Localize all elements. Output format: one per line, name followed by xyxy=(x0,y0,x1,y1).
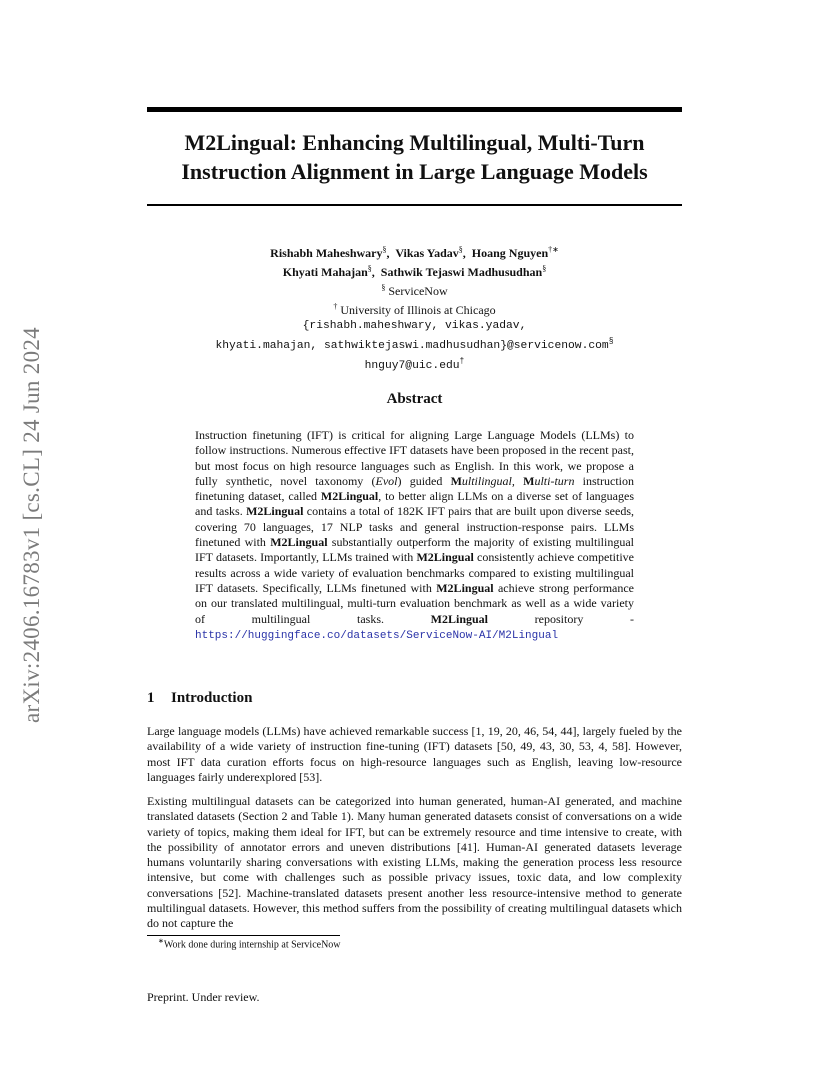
affiliation-mark: § xyxy=(367,264,372,273)
author-name: Sathwik Tejaswi Madhusudhan xyxy=(380,265,543,279)
affiliation-mark: § xyxy=(458,245,463,254)
email-line-1: {rishabh.maheshwary, vikas.yadav, xyxy=(302,320,527,332)
affiliation-mark: † xyxy=(333,302,338,311)
section-heading xyxy=(147,690,252,707)
paper-title xyxy=(147,128,682,186)
abstract-heading: Abstract xyxy=(386,391,443,407)
email-line-2 xyxy=(147,334,682,354)
title-line-1: M2Lingual: Enhancing Multilingual, Multi-Turn xyxy=(184,130,645,155)
section-number: 1 xyxy=(147,690,155,706)
author-name: Vikas Yadav xyxy=(395,246,459,260)
abstract-body: Instruction finetuning (IFT) is critical for aligning Large Language Models (LLMs) to follow instructions. Numerous effective IFT datasets have been proposed in the recent past, but most focus on high resource languages such as English. In this work, we propose a fully synthetic, novel taxonomy (Evol) guided Multilingual, Multi-turn instruction finetuning dataset, called M2Lingual, to better align LLMs on a diverse set of languages and tasks. M2Lingual contains a total of 182K IFT pairs that are built upon diverse seeds, covering 70 languages, 17 NLP tasks and general instruction-response pairs. LLMs finetuned with M2Lingual substantially outperform the majority of existing multilingual IFT datasets. Importantly, LLMs trained with M2Lingual consistently achieve competitive results across a wide variety of evaluation benchmarks compared to existing multilingual IFT datasets. Specifically, LLMs finetuned with M2Lingual achieve strong performance on our translated multilingual, multi-turn evaluation benchmark as well as a wide variety of multilingual tasks. M2Lingual repository - https://huggingface.co/datasets/ServiceNow-AI/M2Lingual xyxy=(195,428,635,642)
author-name: Rishabh Maheshwary xyxy=(270,246,383,260)
author-name: Khyati Mahajan xyxy=(282,265,368,279)
affiliation-mark: § xyxy=(608,337,614,346)
affiliation-2 xyxy=(147,299,682,318)
email-text: hnguy7@uic.edu xyxy=(364,359,460,372)
preprint-notice: Preprint. Under review. xyxy=(147,990,260,1004)
author-names-line-2: Khyati Mahajan§, Sathwik Tejaswi Madhusudhan§ xyxy=(282,264,547,279)
affiliation-mark: § xyxy=(382,245,387,254)
title-line-2: Instruction Alignment in Large Language Models xyxy=(181,159,648,184)
affiliation-mark: § xyxy=(542,264,547,273)
footnote xyxy=(158,937,341,950)
title-top-rule xyxy=(147,107,682,112)
footnote-text: Work done during internship at ServiceNow xyxy=(163,939,341,951)
arxiv-identifier: arXiv:2406.16783v1 [cs.CL] 24 Jun 2024 xyxy=(19,327,44,723)
author-names-line-1: Rishabh Maheshwary§, Vikas Yadav§, Hoang Nguyen†∗ xyxy=(270,245,559,260)
affiliation-mark: § xyxy=(381,283,386,292)
footnote-rule xyxy=(147,935,340,936)
title-bottom-rule xyxy=(147,204,682,206)
email-text: khyati.mahajan, sathwiktejaswi.madhusudhan}@servicenow.com xyxy=(215,339,609,352)
affiliation-name: University of Illinois at Chicago xyxy=(340,303,496,317)
section-title: Introduction xyxy=(171,690,253,706)
affiliation-mark: †∗ xyxy=(548,245,559,254)
affiliation-1 xyxy=(147,280,682,299)
author-block xyxy=(147,242,682,374)
footnote-mark: ∗ xyxy=(158,937,164,945)
author-name: Hoang Nguyen xyxy=(471,246,549,260)
affiliation-name: ServiceNow xyxy=(388,284,448,298)
email-line-3 xyxy=(147,354,682,374)
affiliation-mark: † xyxy=(459,356,465,366)
intro-paragraph-2: Existing multilingual datasets can be categorized into human generated, human-AI generated, and machine translated datasets (Section 2 and Table 1). Many human generated datasets consist of conversations on a wide variety of topics, making them ideal for IFT, but can be extremely resource and time intensive to create, with the possibility of annotator errors and uneven distributions [41]. Human-AI generated datasets leverage humans voluntarily sharing conversations with existing LLMs, making the generation process less resource intensive, but come with challenges such as possible privacy issues, toxic data, and low complexity conversations [52]. Machine-translated datasets present another less resource-intensive method to generate multilingual datasets. However, this method suffers from the possibility of creating multilingual datasets which do not capture the xyxy=(147,794,682,931)
repository-link[interactable]: https://huggingface.co/datasets/ServiceNow-AI/M2Lingual xyxy=(195,629,559,642)
intro-paragraph-1: Large language models (LLMs) have achieved remarkable success [1, 19, 20, 46, 54, 44], largely fueled by the availability of a wide variety of instruction fine-tuning (IFT) datasets [50, 49, 43, 30, 53, 4, 58]. However, most IFT data curation efforts focus on high-resource languages such as English, leaving low-resource languages fairly underexplored [53]. xyxy=(147,724,682,784)
